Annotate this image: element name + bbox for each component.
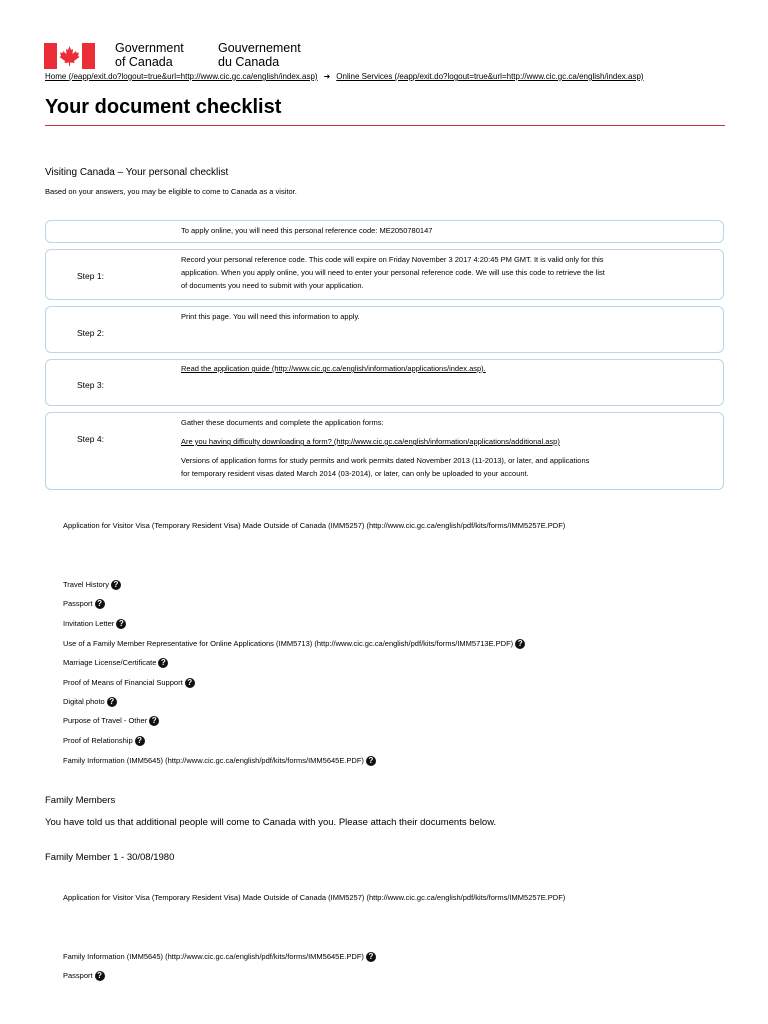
step-1-line: of documents you need to submit with your application. <box>181 281 364 290</box>
step-1-text <box>181 253 698 292</box>
help-icon[interactable]: ? <box>366 756 376 766</box>
breadcrumb-online-services-link[interactable]: Online Services (/eapp/exit.do?logout=true&url=http://www.cic.gc.ca/english/index.asp) <box>336 72 644 81</box>
form-versions-line: for temporary resident visas dated March 2014 (03-2014), or later, can only be uploaded to your account. <box>181 469 529 478</box>
gouvernement-du-canada-wordmark <box>218 41 301 69</box>
family-document-item[interactable]: Family Information (IMM5645) (http://www.cic.gc.ca/english/pdf/kits/forms/IMM5645E.PDF) ? <box>63 952 376 962</box>
title-divider <box>45 125 725 126</box>
step-label: Step 3: <box>77 380 104 390</box>
document-item[interactable]: Proof of Relationship ? <box>63 736 145 746</box>
document-item[interactable]: Digital photo ? <box>63 697 117 707</box>
form-versions-line: Versions of application forms for study permits and work permits dated November 2013 (11-2013), or later, and applications <box>181 456 590 465</box>
step-3-box <box>45 359 724 406</box>
step-label: Step 2: <box>77 328 104 338</box>
family-document-item[interactable]: Passport ? <box>63 971 105 981</box>
help-icon[interactable]: ? <box>149 716 159 726</box>
government-of-canada-wordmark <box>115 41 184 69</box>
help-icon[interactable]: ? <box>515 639 525 649</box>
document-item[interactable]: Use of a Family Member Representative for Online Applications (IMM5713) (http://www.cic.gc.ca/english/pdf/kits/forms/IMM5713E.PDF) ? <box>63 639 525 649</box>
document-item[interactable]: Proof of Means of Financial Support ? <box>63 678 195 688</box>
step-4-instruction: Gather these documents and complete the application forms: <box>181 418 384 427</box>
page-title: Your document checklist <box>45 96 282 118</box>
family-members-heading: Family Members <box>45 795 116 806</box>
gov-fr-line1: Gouvernement <box>218 41 301 55</box>
gov-en-line1: Government <box>115 41 184 55</box>
document-item[interactable]: Passport ? <box>63 599 105 609</box>
help-icon[interactable]: ? <box>135 736 145 746</box>
breadcrumb-arrow-icon: ➜ <box>323 72 331 81</box>
step-2-box <box>45 306 724 353</box>
breadcrumb-home-link[interactable]: Home (/eapp/exit.do?logout=true&url=http://www.cic.gc.ca/english/index.asp) <box>45 72 318 81</box>
step-1-line: application. When you apply online, you will need to enter your personal reference code. We will use this code to retrieve the list <box>181 268 605 277</box>
step-4-box <box>45 412 724 490</box>
help-icon[interactable]: ? <box>95 599 105 609</box>
gov-en-line2: of Canada <box>115 55 173 69</box>
document-item[interactable]: Application for Visitor Visa (Temporary Resident Visa) Made Outside of Canada (IMM5257) (http://www.cic.gc.ca/english/pdf/kits/forms/IMM5257E.PDF) <box>63 521 566 530</box>
document-item[interactable]: Purpose of Travel - Other ? <box>63 716 159 726</box>
reference-code-text: To apply online, you will need this personal reference code: ME2050780147 <box>181 226 433 235</box>
step-4-text <box>181 416 698 480</box>
download-help-link[interactable]: Are you having difficulty downloading a form? (http://www.cic.gc.ca/english/information/applications/additional.asp) <box>181 437 560 446</box>
family-document-item[interactable]: Application for Visitor Visa (Temporary Resident Visa) Made Outside of Canada (IMM5257) (http://www.cic.gc.ca/english/pdf/kits/forms/IMM5257E.PDF) <box>63 893 566 902</box>
canada-flag-icon <box>44 43 95 69</box>
help-icon[interactable]: ? <box>366 952 376 962</box>
help-icon[interactable]: ? <box>185 678 195 688</box>
step-1-box <box>45 249 724 300</box>
document-item[interactable]: Marriage License/Certificate ? <box>63 658 168 668</box>
application-guide-link[interactable]: Read the application guide (http://www.cic.gc.ca/english/information/applications/index.asp). <box>181 364 486 373</box>
step-label: Step 4: <box>77 434 104 444</box>
step-2-text: Print this page. You will need this information to apply. <box>181 312 360 321</box>
document-item[interactable]: Invitation Letter ? <box>63 619 126 629</box>
document-item[interactable]: Travel History ? <box>63 580 121 590</box>
help-icon[interactable]: ? <box>107 697 117 707</box>
help-icon[interactable]: ? <box>95 971 105 981</box>
gov-fr-line2: du Canada <box>218 55 280 69</box>
breadcrumb <box>45 72 644 81</box>
help-icon[interactable]: ? <box>111 580 121 590</box>
step-label: Step 1: <box>77 271 104 281</box>
checklist-subtitle: Visiting Canada – Your personal checklist <box>45 167 229 178</box>
document-item[interactable]: Family Information (IMM5645) (http://www.cic.gc.ca/english/pdf/kits/forms/IMM5645E.PDF) ? <box>63 756 376 766</box>
help-icon[interactable]: ? <box>116 619 126 629</box>
help-icon[interactable]: ? <box>158 658 168 668</box>
family-members-text: You have told us that additional people will come to Canada with you. Please attach their documents below. <box>45 817 497 828</box>
step-1-line: Record your personal reference code. This code will expire on Friday November 3 2017 4:20:45 PM GMT. It is valid only for this <box>181 255 604 264</box>
intro-text: Based on your answers, you may be eligible to come to Canada as a visitor. <box>45 187 297 196</box>
family-member-heading: Family Member 1 - 30/08/1980 <box>45 852 175 863</box>
reference-code-box <box>45 220 724 243</box>
